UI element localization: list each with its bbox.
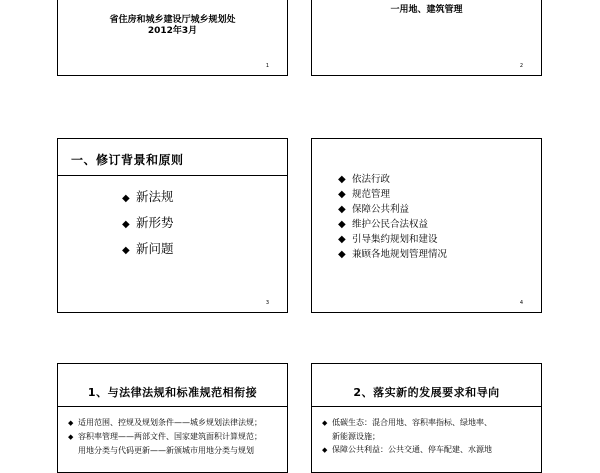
item-text: 引导集约规划和建设 bbox=[352, 234, 438, 245]
list-item bbox=[338, 232, 447, 247]
list-item bbox=[68, 430, 262, 444]
heading-rule bbox=[58, 175, 287, 176]
list-item bbox=[68, 416, 262, 430]
diamond-bullet-icon: ◆ bbox=[68, 419, 74, 427]
list-item bbox=[338, 172, 447, 187]
list-item bbox=[322, 443, 492, 457]
list-item bbox=[338, 247, 447, 262]
diamond-bullet-icon: ◆ bbox=[322, 446, 328, 454]
page-number: 4 bbox=[519, 300, 523, 306]
page-number: 1 bbox=[265, 63, 269, 69]
heading-rule bbox=[58, 406, 287, 407]
slide-2 bbox=[311, 0, 542, 76]
diamond-bullet-icon: ◆ bbox=[322, 419, 328, 427]
bullet-list bbox=[68, 416, 262, 457]
item-text: 新能源设施； bbox=[332, 432, 380, 441]
diamond-bullet-icon: ◆ bbox=[338, 234, 346, 245]
diamond-bullet-icon: ◆ bbox=[338, 249, 346, 260]
item-text: 保障公共利益 bbox=[352, 204, 410, 215]
diamond-bullet-icon: ◆ bbox=[122, 219, 130, 230]
list-item bbox=[68, 444, 262, 457]
slide-3 bbox=[57, 138, 288, 313]
item-text: 兼顾各地规划管理情况 bbox=[352, 249, 448, 260]
diamond-bullet-icon: ◆ bbox=[122, 193, 130, 204]
item-text: 低碳生态：混合用地、容积率指标、绿地率、 bbox=[332, 418, 492, 427]
slide-5 bbox=[57, 363, 288, 473]
slide-3-heading: 一、修订背景和原则 bbox=[71, 153, 184, 167]
list-item bbox=[322, 416, 492, 430]
list-item bbox=[122, 237, 174, 263]
item-text: 维护公民合法权益 bbox=[352, 219, 429, 230]
item-text: 新问题 bbox=[136, 241, 174, 256]
list-item bbox=[338, 202, 447, 217]
diamond-bullet-icon: ◆ bbox=[338, 174, 346, 185]
item-text: 用地分类与代码更新——新颁城市用地分类与规划 bbox=[78, 446, 254, 455]
item-text: 规范管理 bbox=[352, 189, 391, 200]
page-number: 2 bbox=[519, 63, 523, 69]
slide-1-date: 2012年3月 bbox=[147, 26, 198, 36]
diamond-bullet-icon: ◆ bbox=[338, 189, 346, 200]
diamond-bullet-icon: ◆ bbox=[122, 245, 130, 256]
bullet-list bbox=[338, 172, 447, 262]
slide-1 bbox=[57, 0, 288, 76]
page-number: 3 bbox=[265, 300, 269, 306]
item-text: 保障公共利益：公共交通、停车配建、水源地 bbox=[332, 445, 492, 454]
slide-6 bbox=[311, 363, 542, 473]
list-item bbox=[322, 430, 492, 443]
diamond-bullet-icon: ◆ bbox=[68, 433, 74, 441]
heading-rule bbox=[312, 406, 541, 407]
slide-1-org-title: 省住房和城乡建设厅城乡规划处 bbox=[109, 15, 236, 25]
slide-4 bbox=[311, 138, 542, 313]
slide-2-title: 一用地、建筑管理 bbox=[390, 5, 463, 15]
bullet-list bbox=[322, 416, 492, 457]
bullet-list bbox=[122, 185, 174, 263]
list-item bbox=[122, 211, 174, 237]
item-text: 容积率管理——两部文件、国家建筑面积计算规范； bbox=[78, 432, 262, 441]
list-item bbox=[122, 185, 174, 211]
diamond-bullet-icon: ◆ bbox=[338, 204, 346, 215]
item-text: 新形势 bbox=[136, 215, 174, 230]
item-text: 新法规 bbox=[136, 189, 174, 204]
diamond-bullet-icon: ◆ bbox=[338, 219, 346, 230]
list-item bbox=[338, 187, 447, 202]
slide-5-heading: 1、与法律法规和标准规范相衔接 bbox=[87, 386, 258, 399]
list-item bbox=[338, 217, 447, 232]
item-text: 适用范围、控规及规划条件——城乡规划法律法规； bbox=[78, 418, 262, 427]
slide-6-heading: 2、落实新的发展要求和导向 bbox=[353, 386, 500, 399]
item-text: 依法行政 bbox=[352, 174, 391, 185]
